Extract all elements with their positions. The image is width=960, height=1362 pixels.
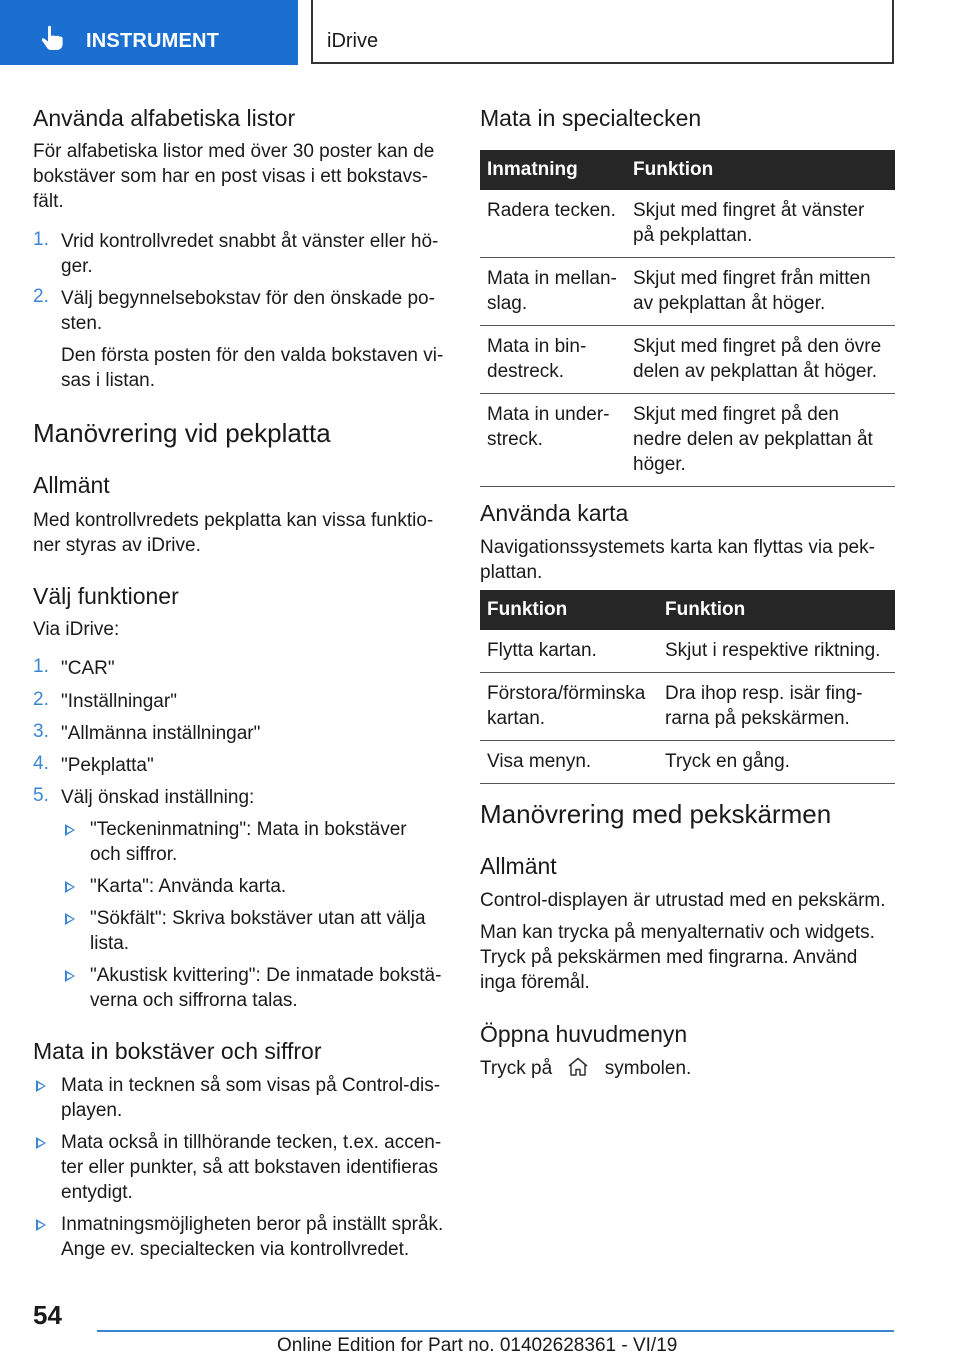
table-cell: Mata in under- streck. <box>480 394 626 487</box>
table-row <box>480 673 895 741</box>
bullet-triangle-icon <box>65 824 75 836</box>
table-cell: Skjut i respektive riktning. <box>658 630 895 673</box>
general-text-2: ner styras av iDrive. <box>33 535 201 556</box>
select-step-1: "CAR" <box>61 658 115 679</box>
select-step-3: "Allmänna inställningar" <box>61 723 261 744</box>
special-table <box>480 150 895 487</box>
table-cell: Skjut med fingret från mitten av pekplattan åt höger. <box>626 258 895 326</box>
general-text-1: Med kontrollvredets pekplatta kan vissa funktio- <box>33 510 434 531</box>
table-header-row <box>480 150 895 190</box>
special-title: Mata in specialtecken <box>480 105 702 131</box>
alpha-note-2: sas i listan. <box>61 370 155 391</box>
table-row <box>480 394 895 487</box>
input-bullet-1b: playen. <box>61 1100 123 1121</box>
bullet-triangle-icon <box>36 1137 46 1149</box>
alpha-step-2a: Välj begynnelsebokstav för den önskade po- <box>61 288 435 309</box>
table-cell: Mata in bin- destreck. <box>480 326 626 394</box>
select-bullet-4a: "Akustisk kvittering": De inmatade bokstä- <box>90 965 442 986</box>
bullet-triangle-icon <box>65 881 75 893</box>
input-title: Mata in bokstäver och siffror <box>33 1038 322 1064</box>
menu-text-after: symbolen. <box>604 1058 692 1079</box>
bullet-triangle-icon <box>65 970 75 982</box>
table-cell: Visa menyn. <box>480 741 658 784</box>
table-header: Funktion <box>658 590 895 630</box>
alpha-intro-3: fält. <box>33 191 64 212</box>
menu-text-before: Tryck på <box>480 1058 553 1079</box>
menu-title: Öppna huvudmenyn <box>480 1021 688 1047</box>
alpha-step-1a: Vrid kontrollvredet snabbt åt vänster eller hö- <box>61 231 439 252</box>
select-bullet-1a: "Teckeninmatning": Mata in bokstäver <box>90 819 407 840</box>
chapter-box <box>311 0 894 64</box>
input-bullet-2a: Mata också in tillhörande tecken, t.ex. accen- <box>61 1132 442 1153</box>
alpha-intro-1: För alfabetiska listor med över 30 poster kan de <box>33 141 435 162</box>
select-bullet-1b: och siffror. <box>90 844 178 865</box>
table-cell: Förstora/förminska kartan. <box>480 673 658 741</box>
touchpad-title: Manövrering vid pekplatta <box>33 418 331 448</box>
map-text-1: Navigationssystemets karta kan flyttas via pek- <box>480 537 875 558</box>
table-row <box>480 326 895 394</box>
section-label: INSTRUMENT <box>86 30 220 52</box>
input-bullet-2b: ter eller punkter, så att bokstaven identifieras <box>61 1157 439 1178</box>
alpha-note-1: Den första posten för den valda bokstaven vi- <box>61 345 444 366</box>
select-title: Välj funktioner <box>33 583 179 609</box>
section-tab[interactable] <box>0 0 298 65</box>
bullet-triangle-icon <box>36 1219 46 1231</box>
table-cell: Mata in mellan- slag. <box>480 258 626 326</box>
bullet-triangle-icon <box>65 913 75 925</box>
select-bullet-3b: lista. <box>90 933 130 954</box>
footer-edition: Online Edition for Part no. 01402628361 - VI/19 <box>277 1335 678 1356</box>
alpha-intro-2: bokstäver som har en post visas i ett bokstavs- <box>33 166 428 187</box>
bullet-triangle-icon <box>36 1080 46 1092</box>
table-cell: Radera tecken. <box>480 190 626 258</box>
touch-p1: Control-displayen är utrustad med en pekskärm. <box>480 890 886 911</box>
input-bullet-3a: Inmatningsmöjligheten beror på inställt språk. <box>61 1214 444 1235</box>
alpha-step-1b: ger. <box>61 256 93 277</box>
touchscreen-title: Manövrering med pekskärmen <box>480 799 832 829</box>
step-number: 2. <box>33 689 49 710</box>
table-cell: Skjut med fingret åt vänster på pekplattan. <box>626 190 895 258</box>
table-cell: Dra ihop resp. isär fing- rarna på pekskärmen. <box>658 673 895 741</box>
page-number: 54 <box>33 1300 62 1330</box>
select-bullet-3a: "Sökfält": Skriva bokstäver utan att välja <box>90 908 426 929</box>
step-number: 1. <box>33 656 49 677</box>
table-header: Funktion <box>626 150 895 190</box>
select-step-4: "Pekplatta" <box>61 755 154 776</box>
menu-text <box>480 1056 691 1081</box>
touch-p2-2: Tryck på pekskärmen med fingrarna. Använd <box>480 947 858 968</box>
select-step-5: Välj önskad inställning: <box>61 787 255 808</box>
step-number: 2. <box>33 286 49 307</box>
step-number: 4. <box>33 753 49 774</box>
step-number: 1. <box>33 229 49 250</box>
map-text-2: plattan. <box>480 562 543 583</box>
step-number: 5. <box>33 785 49 806</box>
select-bullet-4b: verna och siffrorna talas. <box>90 990 298 1011</box>
general-title-2: Allmänt <box>480 853 557 879</box>
map-title: Använda karta <box>480 500 629 526</box>
alpha-step-2b: sten. <box>61 313 103 334</box>
table-cell: Tryck en gång. <box>658 741 895 784</box>
select-step-2: "Inställningar" <box>61 691 177 712</box>
table-row <box>480 630 895 673</box>
table-row <box>480 258 895 326</box>
table-row <box>480 741 895 784</box>
table-cell: Skjut med fingret på den nedre delen av pekplattan åt höger. <box>626 394 895 487</box>
alpha-title: Använda alfabetiska listor <box>33 105 296 131</box>
table-header: Inmatning <box>480 150 626 190</box>
table-cell: Skjut med fingret på den övre delen av pekplattan åt höger. <box>626 326 895 394</box>
table-cell: Flytta kartan. <box>480 630 658 673</box>
touch-p2-1: Man kan trycka på menyalternativ och widgets. <box>480 922 875 943</box>
table-header-row <box>480 590 895 630</box>
step-number: 3. <box>33 721 49 742</box>
select-via: Via iDrive: <box>33 619 120 640</box>
table-row <box>480 190 895 258</box>
select-bullet-2: "Karta": Använda karta. <box>90 876 287 897</box>
general-title: Allmänt <box>33 472 110 498</box>
chapter-label: iDrive <box>327 30 379 52</box>
home-icon <box>567 1057 589 1077</box>
touch-hand-icon <box>40 25 64 53</box>
input-bullet-3b: Ange ev. specialtecken via kontrollvredet. <box>61 1239 410 1260</box>
table-header: Funktion <box>480 590 658 630</box>
input-bullet-1a: Mata in tecknen så som visas på Control-dis- <box>61 1075 441 1096</box>
input-bullet-2c: entydigt. <box>61 1182 133 1203</box>
touch-p2-3: inga föremål. <box>480 972 590 993</box>
map-table <box>480 590 895 784</box>
footer-divider <box>97 1330 894 1332</box>
